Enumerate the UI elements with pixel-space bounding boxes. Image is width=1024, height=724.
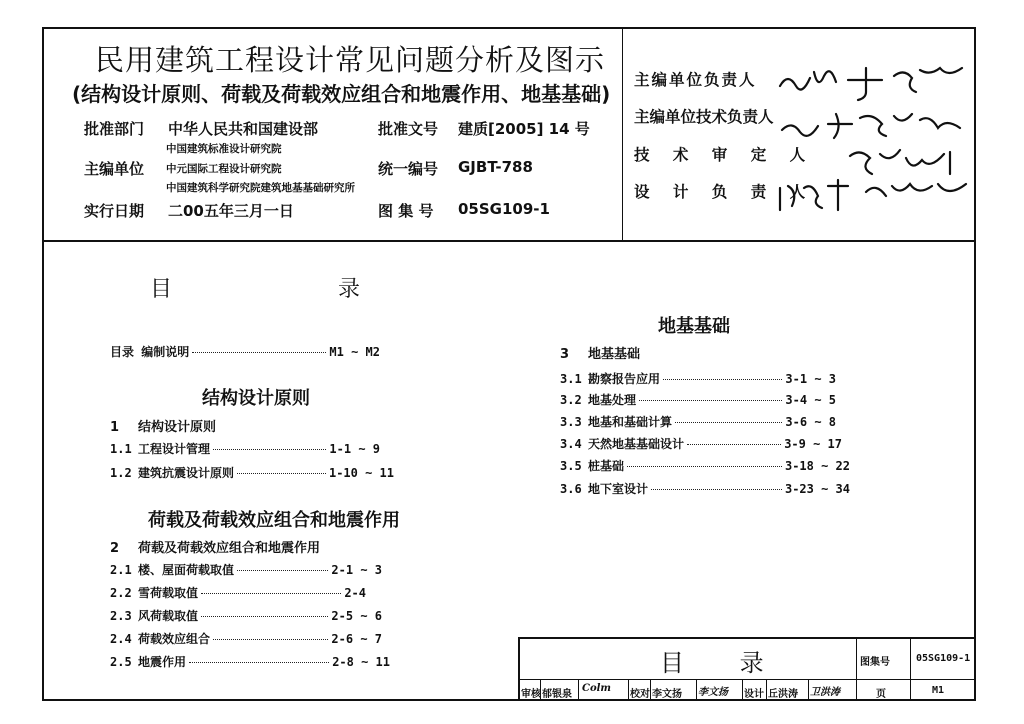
chapter-title: 结构设计原则 [138,420,217,435]
approval-doc-label: 批准文号 [378,120,439,138]
toc-entry-number: 2.3 [110,609,132,623]
toc-leader-dots [189,661,329,663]
toc-entry-number: 3.2 [560,393,582,407]
toc-entry[interactable] [110,607,382,624]
review-label: 审核 [521,689,541,700]
toc-entry-pages: 2-1 ~ 3 [331,563,382,577]
check-label: 校对 [630,689,650,700]
header-vertical-divider [622,27,623,240]
chapter-number: 2 [110,541,120,556]
check-signature: 李文扬 [698,687,728,698]
toc-entry-intro[interactable] [110,343,380,360]
chapter-title: 荷载及荷载效应组合和地震作用 [138,541,321,556]
toc-leader-dots [663,378,782,380]
atlas-no-label: 图 集 号 [378,202,434,220]
toc-heading-left: 目 [150,277,173,302]
editor-line-1: 中国建筑标准设计研究院 [166,143,282,155]
toc-entry-title: 雪荷载取值 [138,586,199,600]
toc-entry[interactable] [560,480,850,497]
toc-entry-number: 1.2 [110,466,132,480]
toc-entry-number: 1.1 [110,442,132,456]
toc-leader-dots [201,592,341,594]
toc-entry-title: 天然地基基础设计 [588,437,685,451]
toc-entry[interactable] [560,413,836,430]
page-value: M1 [932,685,945,696]
toc-leader-dots [237,569,328,571]
toc-entry-pages: M1 ~ M2 [329,345,380,359]
section-title-loads: 荷载及荷载效应组合和地震作用 [148,510,400,531]
toc-entry[interactable] [560,457,850,474]
unified-no-label: 统一编号 [378,160,439,178]
toc-entry[interactable] [110,630,382,647]
editor-line-2: 中元国际工程设计研究院 [166,163,282,175]
toc-leader-dots [687,443,781,445]
approval-dept-value: 中华人民共和国建设部 [168,120,319,138]
toc-entry-pages: 1-1 ~ 9 [329,442,380,456]
toc-entry-number: 2.1 [110,563,132,577]
chapter-number: 3 [560,347,570,362]
effective-date-value: 二00五年三月一日 [168,202,294,220]
review-name: 郁银泉 [542,689,572,700]
section-title-structure: 结构设计原则 [202,388,310,409]
toc-entry-pages: 3-23 ~ 34 [784,482,850,496]
toc-entry-number: 2.2 [110,586,132,600]
toc-entry-title: 勘察报告应用 [588,372,661,386]
toc-leader-dots [237,472,326,474]
toc-leader-dots [675,421,782,423]
responsible-line-3: 技 术 审 定 人 [634,146,815,164]
toc-entry-pages: 2-5 ~ 6 [331,609,382,623]
toc-entry-title: 地震作用 [138,655,187,669]
toc-entry-number: 3.4 [560,437,582,451]
toc-entry[interactable] [110,653,390,670]
page-label: 页 [876,689,886,700]
responsible-line-1: 主编单位负责人 [634,71,757,89]
chapter-number: 1 [110,420,120,435]
toc-entry-title: 工程设计管理 [138,442,211,456]
toc-entry[interactable] [560,391,836,408]
toc-entry-pages: 2-4 [344,586,366,600]
document-subtitle: (结构设计原则、荷载及荷载效应组合和地震作用、地基基础) [72,82,611,106]
editor-line-3: 中国建筑科学研究院建筑地基基础研究所 [166,182,355,194]
review-signature: Colm [582,683,612,694]
design-signature: 卫洪涛 [810,687,840,698]
toc-leader-dots [651,488,782,490]
toc-entry-pages: 3-6 ~ 8 [785,415,836,429]
atlas-number-value: 05SG109-1 [916,653,971,664]
toc-entry-pages: 3-18 ~ 22 [784,459,850,473]
toc-entry[interactable] [110,584,366,601]
document-title: 民用建筑工程设计常见问题分析及图示 [95,43,606,77]
toc-leader-dots [213,448,326,450]
toc-entry-pages: 2-6 ~ 7 [331,632,382,646]
toc-entry-pages: 3-1 ~ 3 [785,372,836,386]
toc-entry-title: 目录 编制说明 [110,345,190,359]
check-name: 李文扬 [652,689,682,700]
toc-entry-pages: 1-10 ~ 11 [328,466,394,480]
design-label: 设计 [744,689,764,700]
toc-entry-title: 建筑抗震设计原则 [138,466,235,480]
title-block [518,637,976,701]
effective-date-label: 实行日期 [84,202,145,220]
header-divider [42,240,976,242]
toc-entry[interactable] [110,464,394,481]
toc-leader-dots [213,638,328,640]
toc-entry-pages: 3-4 ~ 5 [785,393,836,407]
toc-entry[interactable] [110,440,380,457]
toc-entry-number: 2.5 [110,655,132,669]
approval-dept-label: 批准部门 [84,120,145,138]
toc-entry-title: 荷载效应组合 [138,632,211,646]
toc-entry-number: 3.1 [560,372,582,386]
toc-entry-title: 地基和基础计算 [588,415,673,429]
toc-leader-dots [192,351,326,353]
toc-leader-dots [639,399,782,401]
toc-entry-title: 楼、屋面荷载取值 [138,563,235,577]
toc-entry-number: 3.3 [560,415,582,429]
signatures-handwritten [770,58,975,213]
toc-leader-dots [627,465,782,467]
design-name: 丘洪涛 [768,689,798,700]
toc-entry-pages: 3-9 ~ 17 [784,437,842,451]
toc-entry-title: 桩基础 [588,459,625,473]
editor-label: 主编单位 [84,160,145,178]
toc-entry[interactable] [560,435,842,452]
toc-entry-number: 3.6 [560,482,582,496]
chapter-title: 地基基础 [588,347,641,362]
atlas-no-value: 05SG109-1 [458,200,550,218]
toc-entry-number: 3.5 [560,459,582,473]
toc-entry-title: 地基处理 [588,393,637,407]
section-title-foundation: 地基基础 [658,316,730,337]
toc-heading-right: 录 [338,277,361,302]
toc-entry-title: 风荷载取值 [138,609,199,623]
responsible-line-4: 设 计 负 责 人 [634,183,815,201]
title-block-title: 目 录 [660,649,788,677]
toc-entry-number: 2.4 [110,632,132,646]
toc-entry[interactable] [560,370,836,387]
unified-no-value: GJBT-788 [458,158,533,176]
toc-entry[interactable] [110,561,382,578]
toc-leader-dots [201,615,328,617]
toc-entry-pages: 2-8 ~ 11 [332,655,390,669]
responsible-line-2: 主编单位技术负责人 [634,108,774,126]
atlas-number-label: 图集号 [860,657,890,668]
toc-entry-title: 地下室设计 [588,482,649,496]
approval-doc-value: 建质[2005] 14 号 [458,120,590,138]
